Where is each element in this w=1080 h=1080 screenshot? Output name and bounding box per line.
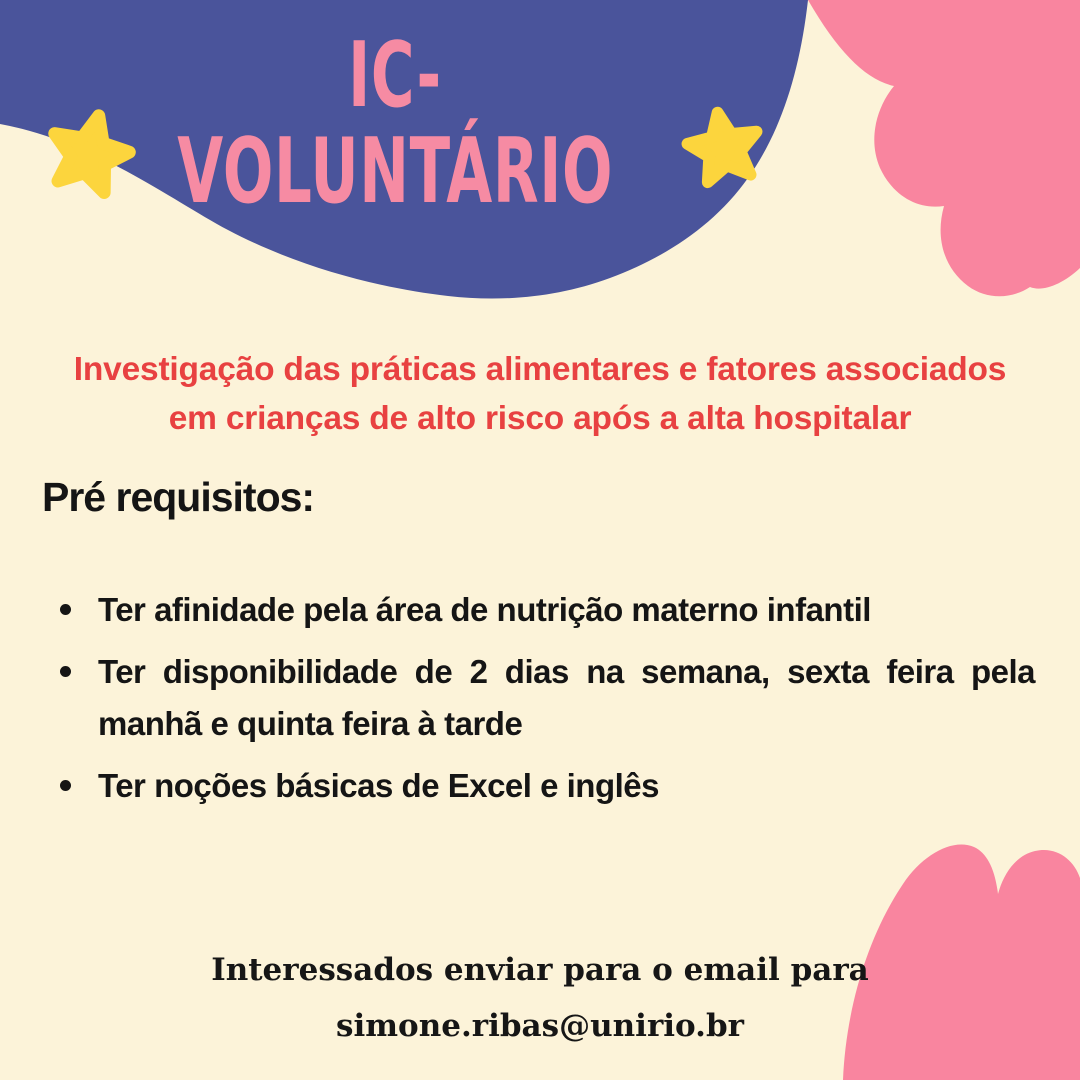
bullet-dot bbox=[60, 780, 71, 791]
requirement-text: Ter noções básicas de Excel e inglês bbox=[98, 767, 659, 805]
pink-cloud-top-right bbox=[808, 0, 1080, 296]
headline-line-2: em crianças de alto risco após a alta hospitalar bbox=[168, 399, 912, 437]
project-headline bbox=[25, 346, 1055, 443]
contact-instruction: Interessados enviar para o email para bbox=[211, 952, 869, 988]
contact-block bbox=[0, 942, 1080, 1055]
requirement-text: Ter afinidade pela área de nutrição materno infantil bbox=[98, 591, 871, 628]
requirements-heading: Pré requisitos: bbox=[42, 474, 315, 520]
contact-email: simone.ribas@unirio.br bbox=[336, 1008, 744, 1045]
page-title bbox=[40, 23, 750, 225]
title-line-1: IC- bbox=[348, 23, 442, 128]
list-item bbox=[60, 646, 1035, 749]
list-item bbox=[60, 584, 1035, 635]
requirement-text: Ter disponibilidade de 2 dias na semana, sexta feira pela manhã e quinta feira à tarde bbox=[98, 653, 1035, 742]
bullet-dot bbox=[60, 666, 71, 677]
requirements-list bbox=[60, 584, 1035, 823]
list-item bbox=[60, 760, 1035, 811]
headline-line-1: Investigação das práticas alimentares e fatores associados bbox=[73, 351, 1007, 388]
title-line-2: VOLUNTÁRIO bbox=[177, 119, 613, 225]
bullet-dot bbox=[60, 604, 71, 615]
